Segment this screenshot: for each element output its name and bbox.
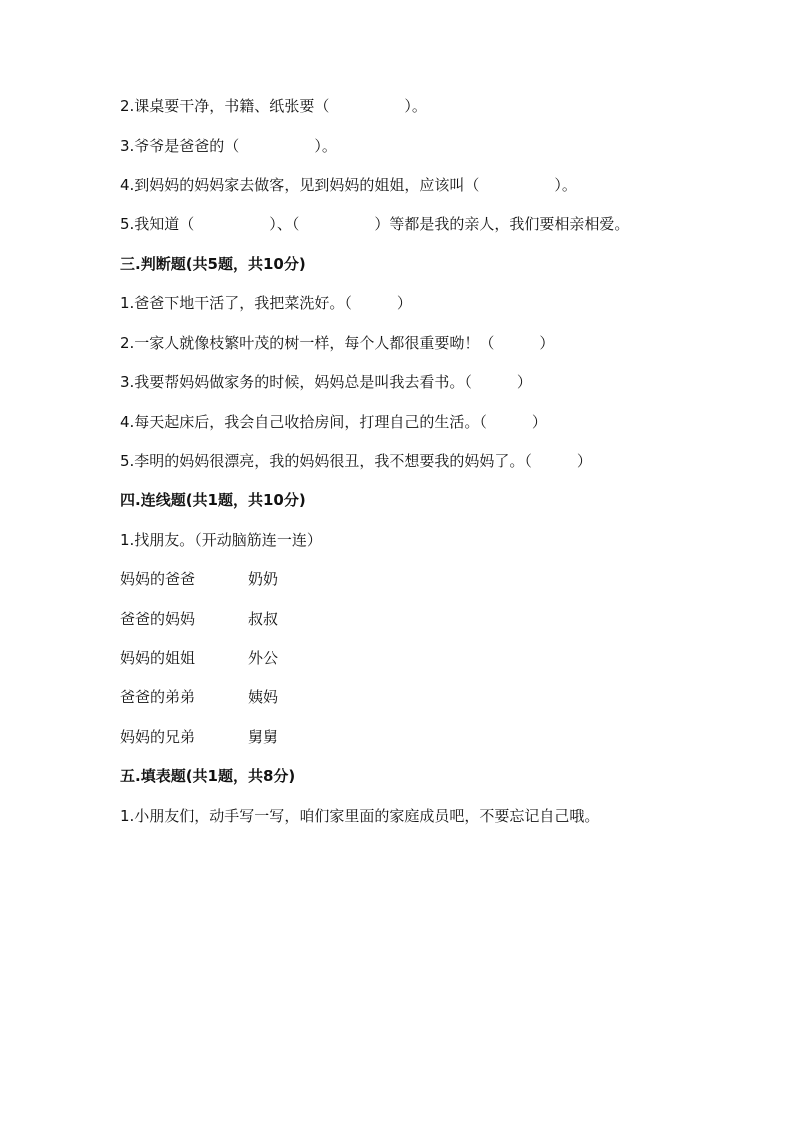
judgment-item-2: 2.一家人就像枝繁叶茂的树一样，每个人都很重要呦！（ ） [120,334,555,352]
matching-left-3: 妈妈的姐姐 [120,649,196,667]
matching-right-5: 舅舅 [248,728,279,746]
matching-left-1: 妈妈的爸爸 [120,570,196,588]
table-fill-heading: 五.填表题(共1题，共8分) [120,767,296,785]
matching-left-4: 爸爸的弟弟 [120,688,196,706]
matching-right-4: 姨妈 [248,688,279,706]
fill-blank-item-4: 4.到妈妈的妈妈家去做客，见到妈妈的姐姐，应该叫（ ）。 [120,176,577,194]
judgment-item-1: 1.爸爸下地干活了，我把菜洗好。（ ） [120,294,412,312]
fill-blank-item-3: 3.爷爷是爸爸的（ ）。 [120,137,337,155]
matching-heading: 四.连线题(共1题，共10分) [120,491,306,509]
judgment-item-3: 3.我要帮妈妈做家务的时候，妈妈总是叫我去看书。（ ） [120,373,532,391]
table-fill-question: 1.小朋友们，动手写一写，咱们家里面的家庭成员吧，不要忘记自己哦。 [120,807,600,825]
matching-left-5: 妈妈的兄弟 [120,728,196,746]
judgment-heading: 三.判断题(共5题，共10分) [120,255,306,273]
matching-right-1: 奶奶 [248,570,279,588]
judgment-item-4: 4.每天起床后，我会自己收拾房间，打理自己的生活。（ ） [120,413,547,431]
fill-blank-item-5: 5.我知道（ ）、（ ）等都是我的亲人，我们要相亲相爱。 [120,215,630,233]
matching-right-2: 叔叔 [248,610,279,628]
matching-question: 1.找朋友。（开动脑筋连一连） [120,531,322,549]
fill-blank-item-2: 2.课桌要干净，书籍、纸张要（ ）。 [120,97,427,115]
matching-left-2: 爸爸的妈妈 [120,610,196,628]
matching-right-3: 外公 [248,649,279,667]
judgment-item-5: 5.李明的妈妈很漂亮，我的妈妈很丑，我不想要我的妈妈了。（ ） [120,452,592,470]
